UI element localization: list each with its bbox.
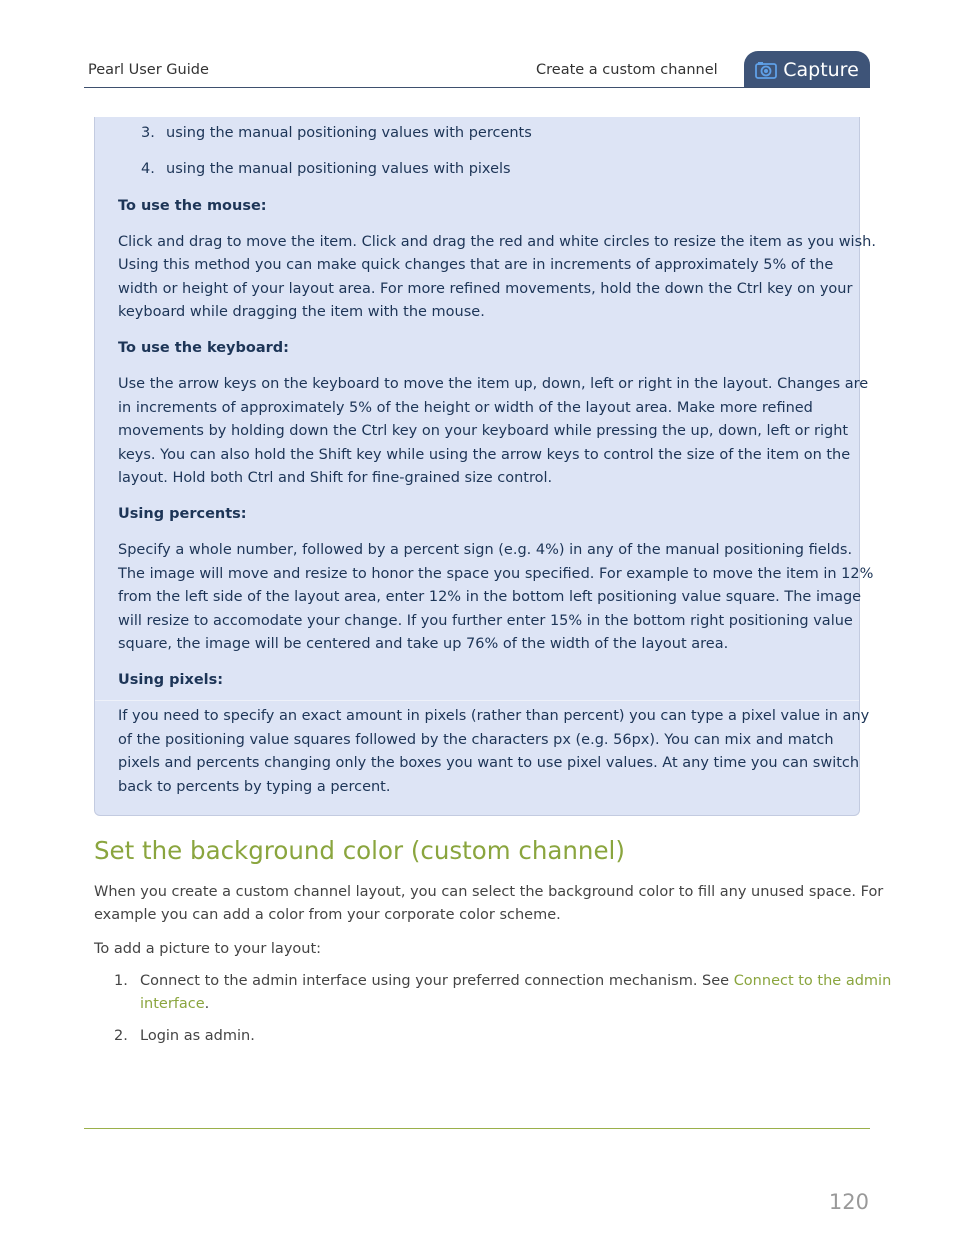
paragraph-line: Click and drag to move the item. Click and drag the red and white circles to resize the item as you wish. <box>118 234 876 250</box>
paragraph-line: When you create a custom channel layout, you can select the background color to fill any unused space. For <box>94 884 884 900</box>
paragraph-line: width or height of your layout area. For more refined movements, hold the down the Ctrl key on your <box>118 281 853 297</box>
header-divider <box>84 87 870 88</box>
paragraph-line: will resize to accomodate your change. If you further enter 15% in the bottom right positioning value <box>118 613 853 629</box>
list-number: 3. <box>141 125 155 141</box>
pixels-heading: Using pixels: <box>118 672 224 688</box>
lead-text: To add a picture to your layout: <box>94 941 322 957</box>
paragraph-line: back to percents by typing a percent. <box>118 779 391 795</box>
mouse-heading: To use the mouse: <box>118 198 267 214</box>
paragraph-line: movements by holding down the Ctrl key on your keyboard while pressing the up, down, left or right <box>118 423 849 439</box>
footer-divider <box>84 1128 870 1129</box>
paragraph-line: Specify a whole number, followed by a percent sign (e.g. 4%) in any of the manual positioning fields. <box>118 542 853 558</box>
paragraph-line: If you need to specify an exact amount in pixels (rather than percent) you can type a pixel value in any <box>118 708 870 724</box>
paragraph-line: square, the image will be centered and take up 76% of the width of the layout area. <box>118 636 729 652</box>
connect-admin-link[interactable]: Connect to the admin <box>733 973 892 989</box>
list-item: using the manual positioning values with percents <box>166 125 532 141</box>
paragraph-line: from the left side of the layout area, enter 12% in the bottom left positioning value square. The image <box>118 589 862 605</box>
camera-icon <box>755 61 777 79</box>
guide-title: Pearl User Guide <box>88 62 209 78</box>
paragraph-line: keys. You can also hold the Shift key while using the arrow keys to control the size of the item on the <box>118 447 851 463</box>
paragraph-line: example you can add a color from your corporate color scheme. <box>94 907 561 923</box>
step-number: 1. <box>114 973 128 989</box>
paragraph-line: Use the arrow keys on the keyboard to move the item up, down, left or right in the layout. Changes are <box>118 376 869 392</box>
section-title: Create a custom channel <box>536 62 718 78</box>
step-1-cont <box>140 996 209 1012</box>
paragraph-line: Using this method you can make quick changes that are in increments of approximately 5% of the <box>118 257 834 273</box>
page-number: 120 <box>828 1190 869 1214</box>
step-text: Connect to the admin interface using your preferred connection mechanism. See <box>140 973 734 989</box>
note-box <box>94 117 876 816</box>
list-number: 4. <box>141 161 155 177</box>
paragraph-line: layout. Hold both Ctrl and Shift for fine-grained size control. <box>118 470 553 486</box>
paragraph-line: keyboard while dragging the item with the mouse. <box>118 304 485 320</box>
step-number: 2. <box>114 1028 128 1044</box>
connect-admin-link[interactable]: interface <box>140 996 205 1012</box>
paragraph-line: of the positioning value squares followed by the characters px (e.g. 56px). You can mix and match <box>118 732 834 748</box>
percents-heading: Using percents: <box>118 506 247 522</box>
period: . <box>204 996 210 1012</box>
paragraph-line: The image will move and resize to honor the space you specified. For example to move the item in 12% <box>118 566 874 582</box>
step-2: Login as admin. <box>140 1028 255 1044</box>
capture-badge <box>744 51 870 88</box>
divider <box>95 700 859 701</box>
section-heading: Set the background color (custom channel) <box>94 836 625 865</box>
paragraph-line: pixels and percents changing only the boxes you want to use pixel values. At any time you can switch <box>118 755 860 771</box>
badge-label: Capture <box>783 58 859 81</box>
list-item: using the manual positioning values with pixels <box>166 161 511 177</box>
step-1 <box>140 973 891 989</box>
keyboard-heading: To use the keyboard: <box>118 340 289 356</box>
paragraph-line: in increments of approximately 5% of the height or width of the layout area. Make more refined <box>118 400 813 416</box>
